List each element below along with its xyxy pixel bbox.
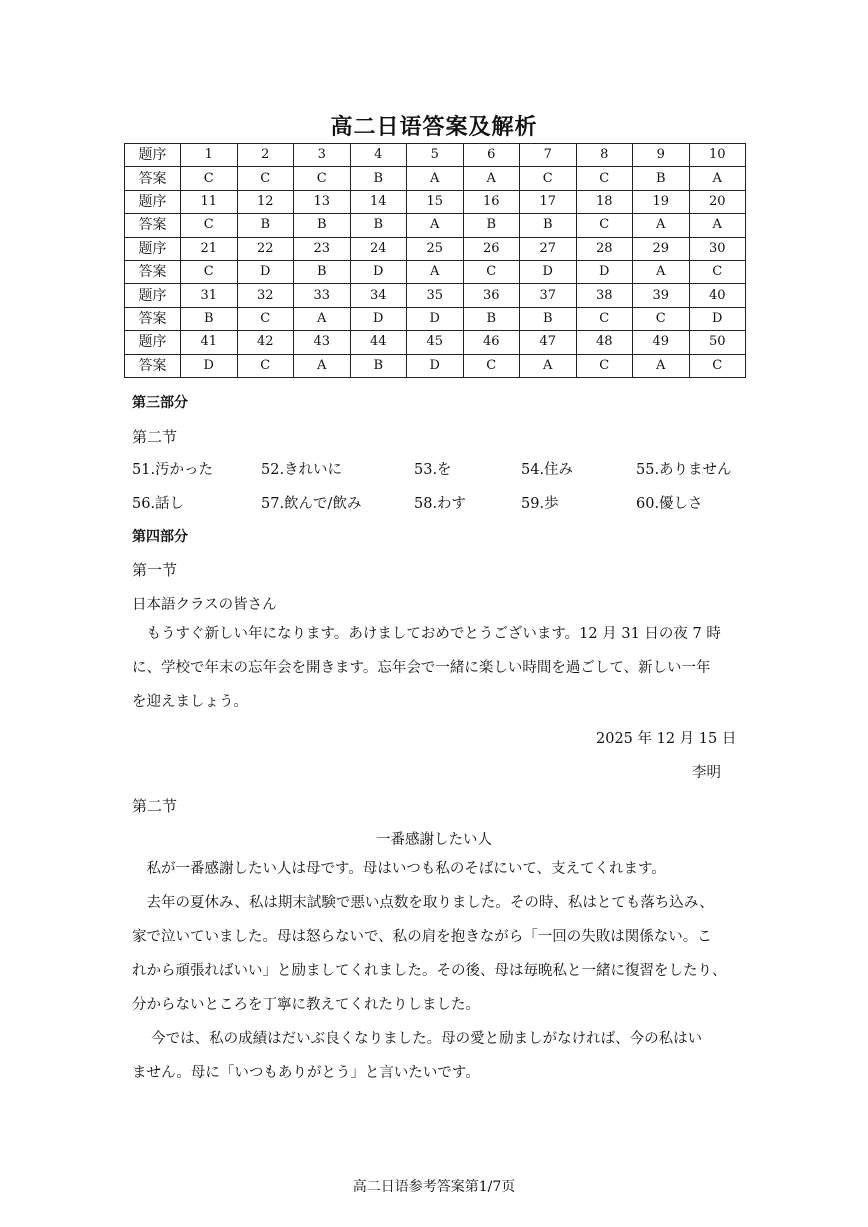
row-label: 答案 bbox=[125, 307, 181, 330]
answer-table-cell: 1 bbox=[181, 144, 238, 167]
answer-table-cell: 5 bbox=[407, 144, 464, 167]
part4-heading: 第四部分 bbox=[132, 529, 188, 545]
answer-table-cell: C bbox=[237, 354, 294, 377]
answer-table-cell: C bbox=[689, 354, 746, 377]
letter-body bbox=[132, 617, 742, 719]
answer-table-cell: 27 bbox=[520, 237, 577, 260]
essay-title: 一番感謝したい人 bbox=[376, 832, 492, 848]
answer-table-cell: B bbox=[294, 260, 351, 283]
row-label: 题序 bbox=[125, 144, 181, 167]
answer-table-row bbox=[125, 237, 746, 260]
answer-table-cell: A bbox=[633, 354, 690, 377]
row-label: 答案 bbox=[125, 214, 181, 237]
fill-answer-58: 58.わす bbox=[414, 496, 467, 512]
answer-table-cell: 11 bbox=[181, 190, 238, 213]
answer-table-cell: 48 bbox=[576, 331, 633, 354]
answer-table-cell: C bbox=[237, 307, 294, 330]
answer-table-cell: 20 bbox=[689, 190, 746, 213]
answer-table-cell: 12 bbox=[237, 190, 294, 213]
answer-table-cell: 2 bbox=[237, 144, 294, 167]
row-label: 题序 bbox=[125, 331, 181, 354]
essay-line: 去年の夏休み、私は期末試験で悪い点数を取りました。その時、私はとても落ち込み、 bbox=[132, 895, 714, 911]
answer-table-cell: 29 bbox=[633, 237, 690, 260]
answer-table bbox=[124, 143, 746, 378]
answer-table-cell: B bbox=[520, 307, 577, 330]
answer-table-cell: 30 bbox=[689, 237, 746, 260]
answer-table-row bbox=[125, 214, 746, 237]
answer-table-cell: B bbox=[463, 307, 520, 330]
answer-table-row bbox=[125, 284, 746, 307]
answer-table-row bbox=[125, 354, 746, 377]
answer-table-cell: D bbox=[407, 307, 464, 330]
answer-table-cell: 17 bbox=[520, 190, 577, 213]
answer-table-cell: 6 bbox=[463, 144, 520, 167]
answer-table-cell: B bbox=[294, 214, 351, 237]
letter-greeting: 日本語クラスの皆さん bbox=[132, 597, 277, 613]
answer-table-cell: 28 bbox=[576, 237, 633, 260]
answer-table-cell: B bbox=[350, 214, 407, 237]
essay-line: ません。母に「いつもありがとう」と言いたいです。 bbox=[132, 1065, 480, 1081]
essay-line: れから頑張ればいい」と励ましてくれました。その後、母は毎晩私と一緒に復習をしたり、 bbox=[132, 963, 727, 979]
answer-table-cell: 22 bbox=[237, 237, 294, 260]
answer-table-cell: 47 bbox=[520, 331, 577, 354]
answer-table-cell: 49 bbox=[633, 331, 690, 354]
essay-line: 今では、私の成績はだいぶ良くなりました。母の愛と励ましがなければ、今の私はい bbox=[132, 1031, 703, 1047]
answer-table-cell: 40 bbox=[689, 284, 746, 307]
answer-table-cell: 46 bbox=[463, 331, 520, 354]
answer-table-row bbox=[125, 307, 746, 330]
letter-line: に、学校で年末の忘年会を開きます。忘年会で一緒に楽しい時間を過ごして、新しい一年 bbox=[132, 660, 711, 676]
fill-answer-57: 57.飲んで/飲み bbox=[261, 496, 362, 512]
answer-table-cell: C bbox=[576, 307, 633, 330]
answer-table-cell: 3 bbox=[294, 144, 351, 167]
answer-table-cell: C bbox=[633, 307, 690, 330]
answer-table-cell: A bbox=[520, 354, 577, 377]
answer-table-cell: 8 bbox=[576, 144, 633, 167]
answer-table-cell: B bbox=[181, 307, 238, 330]
answer-table-cell: A bbox=[407, 214, 464, 237]
answer-table-cell: D bbox=[576, 260, 633, 283]
answer-table-cell: B bbox=[350, 354, 407, 377]
answer-table-cell: 21 bbox=[181, 237, 238, 260]
answer-table-row bbox=[125, 190, 746, 213]
row-label: 答案 bbox=[125, 260, 181, 283]
answer-table-cell: C bbox=[576, 214, 633, 237]
answer-table-cell: 26 bbox=[463, 237, 520, 260]
answer-table-cell: A bbox=[689, 167, 746, 190]
answer-table-cell: D bbox=[350, 307, 407, 330]
answer-table-cell: A bbox=[294, 354, 351, 377]
answer-table-cell: 33 bbox=[294, 284, 351, 307]
letter-line: もうすぐ新しい年になります。あけましておめでとうございます。12 月 31 日の夜 7 時 bbox=[132, 626, 721, 642]
fill-answer-60: 60.優しさ bbox=[636, 496, 703, 512]
answer-table-row bbox=[125, 167, 746, 190]
answer-table-cell: C bbox=[294, 167, 351, 190]
answer-table-row bbox=[125, 144, 746, 167]
part4-section1-label: 第一节 bbox=[132, 561, 178, 579]
page-footer: 高二日语参考答案第1/7页 bbox=[352, 1179, 516, 1195]
answer-table-cell: 31 bbox=[181, 284, 238, 307]
letter-signature: 李明 bbox=[692, 765, 721, 781]
answer-table-cell: C bbox=[576, 167, 633, 190]
answer-table-cell: 43 bbox=[294, 331, 351, 354]
answer-table-cell: B bbox=[463, 214, 520, 237]
row-label: 题序 bbox=[125, 190, 181, 213]
answer-table-cell: 41 bbox=[181, 331, 238, 354]
row-label: 答案 bbox=[125, 167, 181, 190]
answer-table-cell: C bbox=[181, 167, 238, 190]
answer-table-cell: C bbox=[463, 354, 520, 377]
answer-table-cell: C bbox=[689, 260, 746, 283]
answer-table-cell: 19 bbox=[633, 190, 690, 213]
answer-table-cell: A bbox=[294, 307, 351, 330]
answer-table-cell: A bbox=[633, 260, 690, 283]
answer-table-cell: 39 bbox=[633, 284, 690, 307]
answer-table-cell: A bbox=[407, 260, 464, 283]
answer-table-cell: 32 bbox=[237, 284, 294, 307]
answer-table-cell: C bbox=[576, 354, 633, 377]
answer-table-cell: 7 bbox=[520, 144, 577, 167]
letter-line: を迎えましょう。 bbox=[132, 694, 248, 710]
answer-table-cell: 34 bbox=[350, 284, 407, 307]
answer-table-cell: 24 bbox=[350, 237, 407, 260]
answer-table-cell: D bbox=[407, 354, 464, 377]
answer-table-cell: 10 bbox=[689, 144, 746, 167]
row-label: 答案 bbox=[125, 354, 181, 377]
document-title: 高二日语答案及解析 bbox=[330, 115, 538, 140]
answer-table-cell: C bbox=[463, 260, 520, 283]
answer-table-cell: 35 bbox=[407, 284, 464, 307]
answer-table-cell: D bbox=[350, 260, 407, 283]
answer-table-cell: 9 bbox=[633, 144, 690, 167]
answer-table-cell: 38 bbox=[576, 284, 633, 307]
fill-answer-54: 54.住み bbox=[521, 462, 574, 478]
answer-table-cell: B bbox=[237, 214, 294, 237]
fill-answer-51: 51.汚かった bbox=[132, 462, 214, 478]
answer-table-cell: A bbox=[633, 214, 690, 237]
answer-table-cell: 15 bbox=[407, 190, 464, 213]
answer-table-cell: A bbox=[689, 214, 746, 237]
answer-table-cell: D bbox=[520, 260, 577, 283]
fill-answer-56: 56.話し bbox=[132, 496, 185, 512]
answer-table-cell: C bbox=[181, 260, 238, 283]
answer-table-cell: 42 bbox=[237, 331, 294, 354]
answer-table-cell: 18 bbox=[576, 190, 633, 213]
answer-table-cell: 37 bbox=[520, 284, 577, 307]
answer-table-cell: 50 bbox=[689, 331, 746, 354]
fill-answer-52: 52.きれいに bbox=[261, 462, 343, 478]
answer-table-cell: 25 bbox=[407, 237, 464, 260]
fill-answer-59: 59.歩 bbox=[521, 496, 559, 512]
answer-table-cell: C bbox=[181, 214, 238, 237]
answer-table-cell: B bbox=[520, 214, 577, 237]
part4-section2-label: 第二节 bbox=[132, 797, 178, 815]
answer-table-cell: 4 bbox=[350, 144, 407, 167]
fill-answer-55: 55.ありません bbox=[636, 462, 732, 478]
answer-table-cell: 14 bbox=[350, 190, 407, 213]
answer-table-cell: A bbox=[463, 167, 520, 190]
answer-table-cell: 45 bbox=[407, 331, 464, 354]
fill-answer-53: 53.を bbox=[414, 462, 452, 478]
answer-table-cell: 16 bbox=[463, 190, 520, 213]
answer-table-cell: 23 bbox=[294, 237, 351, 260]
part3-section-label: 第二节 bbox=[132, 428, 178, 446]
answer-table-cell: B bbox=[350, 167, 407, 190]
essay-line: 私が一番感謝したい人は母です。母はいつも私のそばにいて、支えてくれます。 bbox=[132, 861, 666, 877]
answer-table-cell: 44 bbox=[350, 331, 407, 354]
essay-line: 分からないところを丁寧に教えてくれたりしました。 bbox=[132, 997, 480, 1013]
answer-table-cell: D bbox=[181, 354, 238, 377]
row-label: 题序 bbox=[125, 237, 181, 260]
answer-table-row bbox=[125, 260, 746, 283]
answer-table-cell: B bbox=[633, 167, 690, 190]
answer-table-cell: D bbox=[689, 307, 746, 330]
essay-body bbox=[132, 852, 742, 1090]
answer-table-row bbox=[125, 331, 746, 354]
row-label: 题序 bbox=[125, 284, 181, 307]
answer-table-cell: C bbox=[237, 167, 294, 190]
answer-table-cell: C bbox=[520, 167, 577, 190]
essay-line: 家で泣いていました。母は怒らないで、私の肩を抱きながら「一回の失敗は関係ない。こ bbox=[132, 929, 712, 945]
answer-table-cell: 36 bbox=[463, 284, 520, 307]
answer-table-cell: A bbox=[407, 167, 464, 190]
answer-table-cell: D bbox=[237, 260, 294, 283]
letter-date: 2025 年 12 月 15 日 bbox=[596, 731, 737, 747]
answer-table-cell: 13 bbox=[294, 190, 351, 213]
part3-heading: 第三部分 bbox=[132, 395, 188, 411]
